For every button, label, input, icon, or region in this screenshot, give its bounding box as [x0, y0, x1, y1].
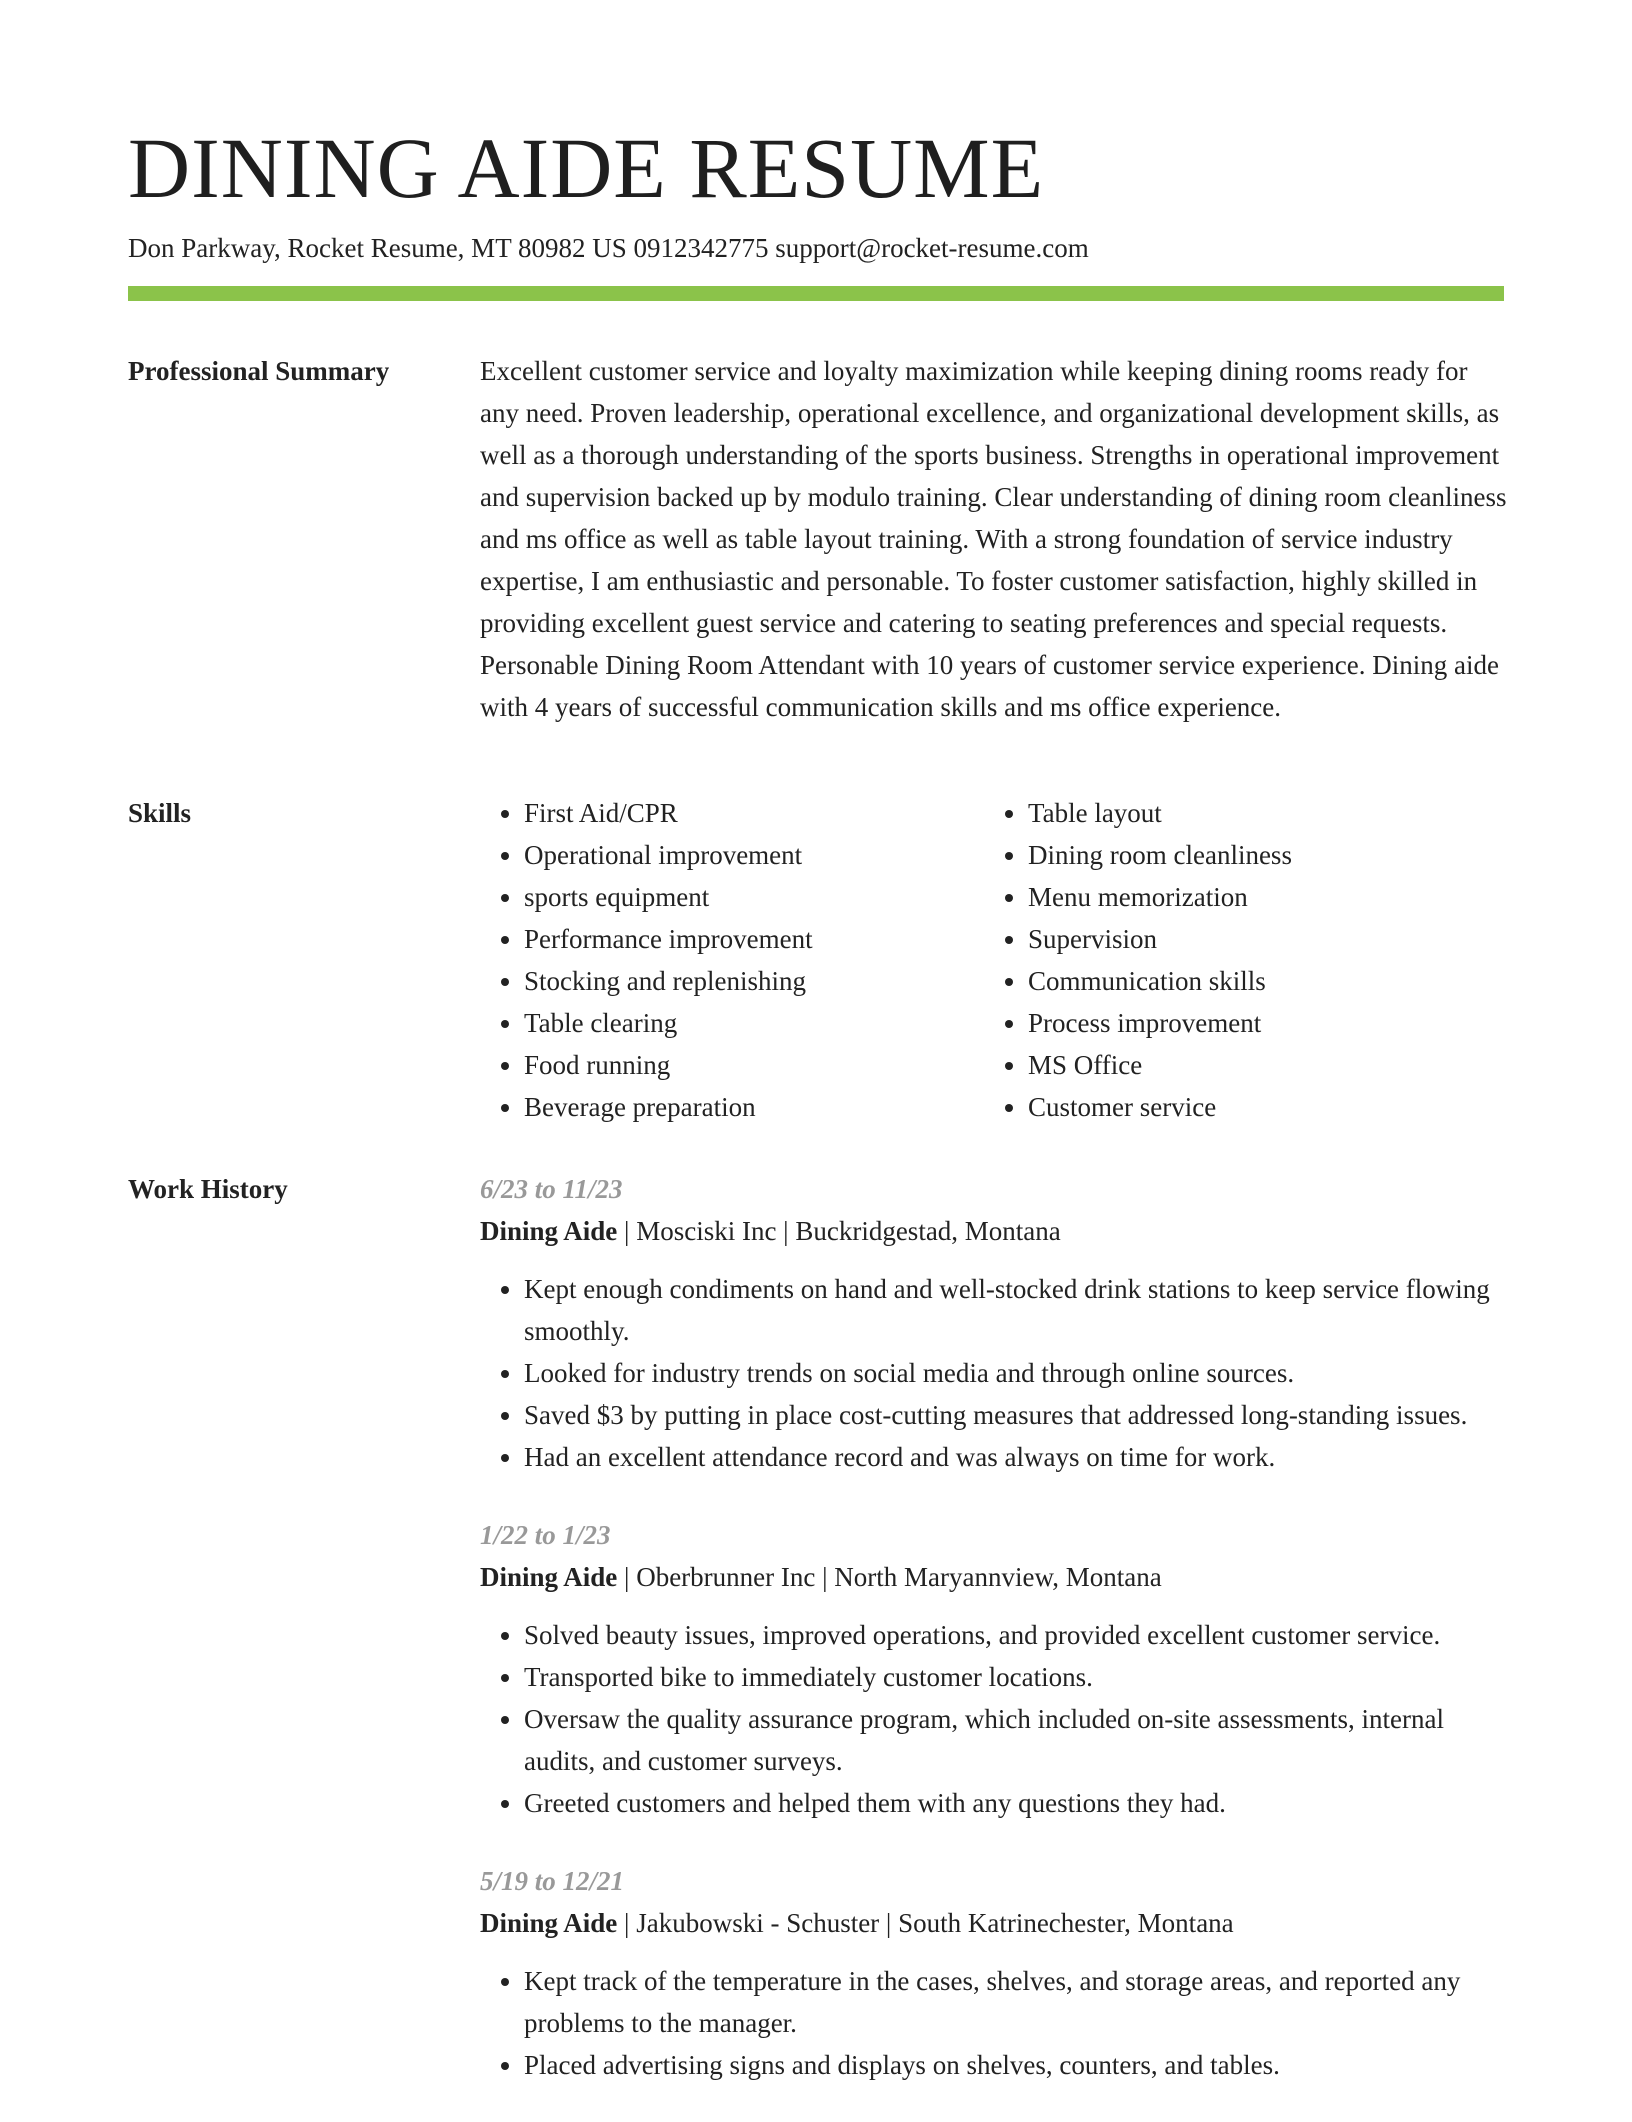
job-role: Dining Aide [480, 1562, 618, 1592]
list-item: • Beverage preparation [524, 1086, 984, 1128]
list-item: • Dining room cleanliness [1028, 834, 1488, 876]
job-date: 6/23 to 11/23 [480, 1174, 623, 1204]
work-history-label: Work History [128, 1174, 288, 1204]
list-item: • sports equipment [524, 876, 984, 918]
list-item: • Looked for industry trends on social media and through online sources. [524, 1352, 1510, 1394]
list-item: • Transported bike to immediately customer locations. [524, 1656, 1510, 1698]
list-item: • Customer service [1028, 1086, 1488, 1128]
list-item: • Table layout [1028, 792, 1488, 834]
list-item: • Placed advertising signs and displays on shelves, counters, and tables. [524, 2044, 1510, 2086]
skills-column-left [480, 792, 984, 1128]
job-company: | Jakubowski - Schuster | South Katrinechester, Montana [617, 1908, 1234, 1938]
job-company: | Oberbrunner Inc | North Maryannview, Montana [617, 1562, 1162, 1592]
skills-column-right [984, 792, 1488, 1128]
skills-list [480, 792, 1510, 1128]
list-item: • Supervision [1028, 918, 1488, 960]
list-item: • Stocking and replenishing [524, 960, 984, 1002]
contact-line: Don Parkway, Rocket Resume, MT 80982 US 0912342775 support@rocket-resume.com [128, 233, 1089, 263]
job-company: | Mosciski Inc | Buckridgestad, Montana [617, 1216, 1061, 1246]
list-item: • MS Office [1028, 1044, 1488, 1086]
list-item: • Greeted customers and helped them with any questions they had. [524, 1782, 1510, 1824]
job-title-line [480, 1556, 1510, 1598]
job-entry [480, 1514, 1510, 1824]
job-title-line [480, 1210, 1510, 1252]
job-date: 5/19 to 12/21 [480, 1866, 625, 1896]
list-item: • Table clearing [524, 1002, 984, 1044]
work-history [480, 1168, 1510, 2122]
summary-label: Professional Summary [128, 356, 390, 386]
summary-text: Excellent customer service and loyalty maximization while keeping dining rooms ready for any need. Proven leadership, operational excellence, and organizational development skills, as well as a thorough understanding of the sports business. Strengths in operational improvement and supervision backed up by modulo training. Clear understanding of dining room cleanliness and ms office as well as table layout training. With a strong foundation of service industry expertise, I am enthusiastic and personable. To foster customer satisfaction, highly skilled in providing excellent guest service and catering to seating preferences and special requests. Personable Dining Room Attendant with 10 years of customer service experience. Dining aide with 4 years of successful communication skills and ms office experience. [480, 356, 1507, 722]
job-role: Dining Aide [480, 1908, 618, 1938]
list-item: • Food running [524, 1044, 984, 1086]
job-entry [480, 1860, 1510, 2086]
list-item: • First Aid/CPR [524, 792, 984, 834]
list-item: • Operational improvement [524, 834, 984, 876]
list-item: • Kept track of the temperature in the cases, shelves, and storage areas, and reported any problems to the manager. [524, 1960, 1510, 2044]
list-item: • Solved beauty issues, improved operations, and provided excellent customer service. [524, 1614, 1510, 1656]
job-role: Dining Aide [480, 1216, 618, 1246]
list-item: • Had an excellent attendance record and was always on time for work. [524, 1436, 1510, 1478]
list-item: • Process improvement [1028, 1002, 1488, 1044]
list-item: • Kept enough condiments on hand and well-stocked drink stations to keep service flowing smoothly. [524, 1268, 1510, 1352]
job-date: 1/22 to 1/23 [480, 1520, 611, 1550]
accent-divider [128, 286, 1504, 301]
skills-label: Skills [128, 798, 192, 828]
list-item: • Performance improvement [524, 918, 984, 960]
list-item: • Oversaw the quality assurance program, which included on-site assessments, internal audits, and customer surveys. [524, 1698, 1510, 1782]
list-item: • Saved $3 by putting in place cost-cutting measures that addressed long-standing issues. [524, 1394, 1510, 1436]
list-item: • Communication skills [1028, 960, 1488, 1002]
list-item: • Menu memorization [1028, 876, 1488, 918]
job-entry [480, 1168, 1510, 1478]
page-title: DINING AIDE RESUME [128, 120, 1045, 216]
job-title-line [480, 1902, 1510, 1944]
